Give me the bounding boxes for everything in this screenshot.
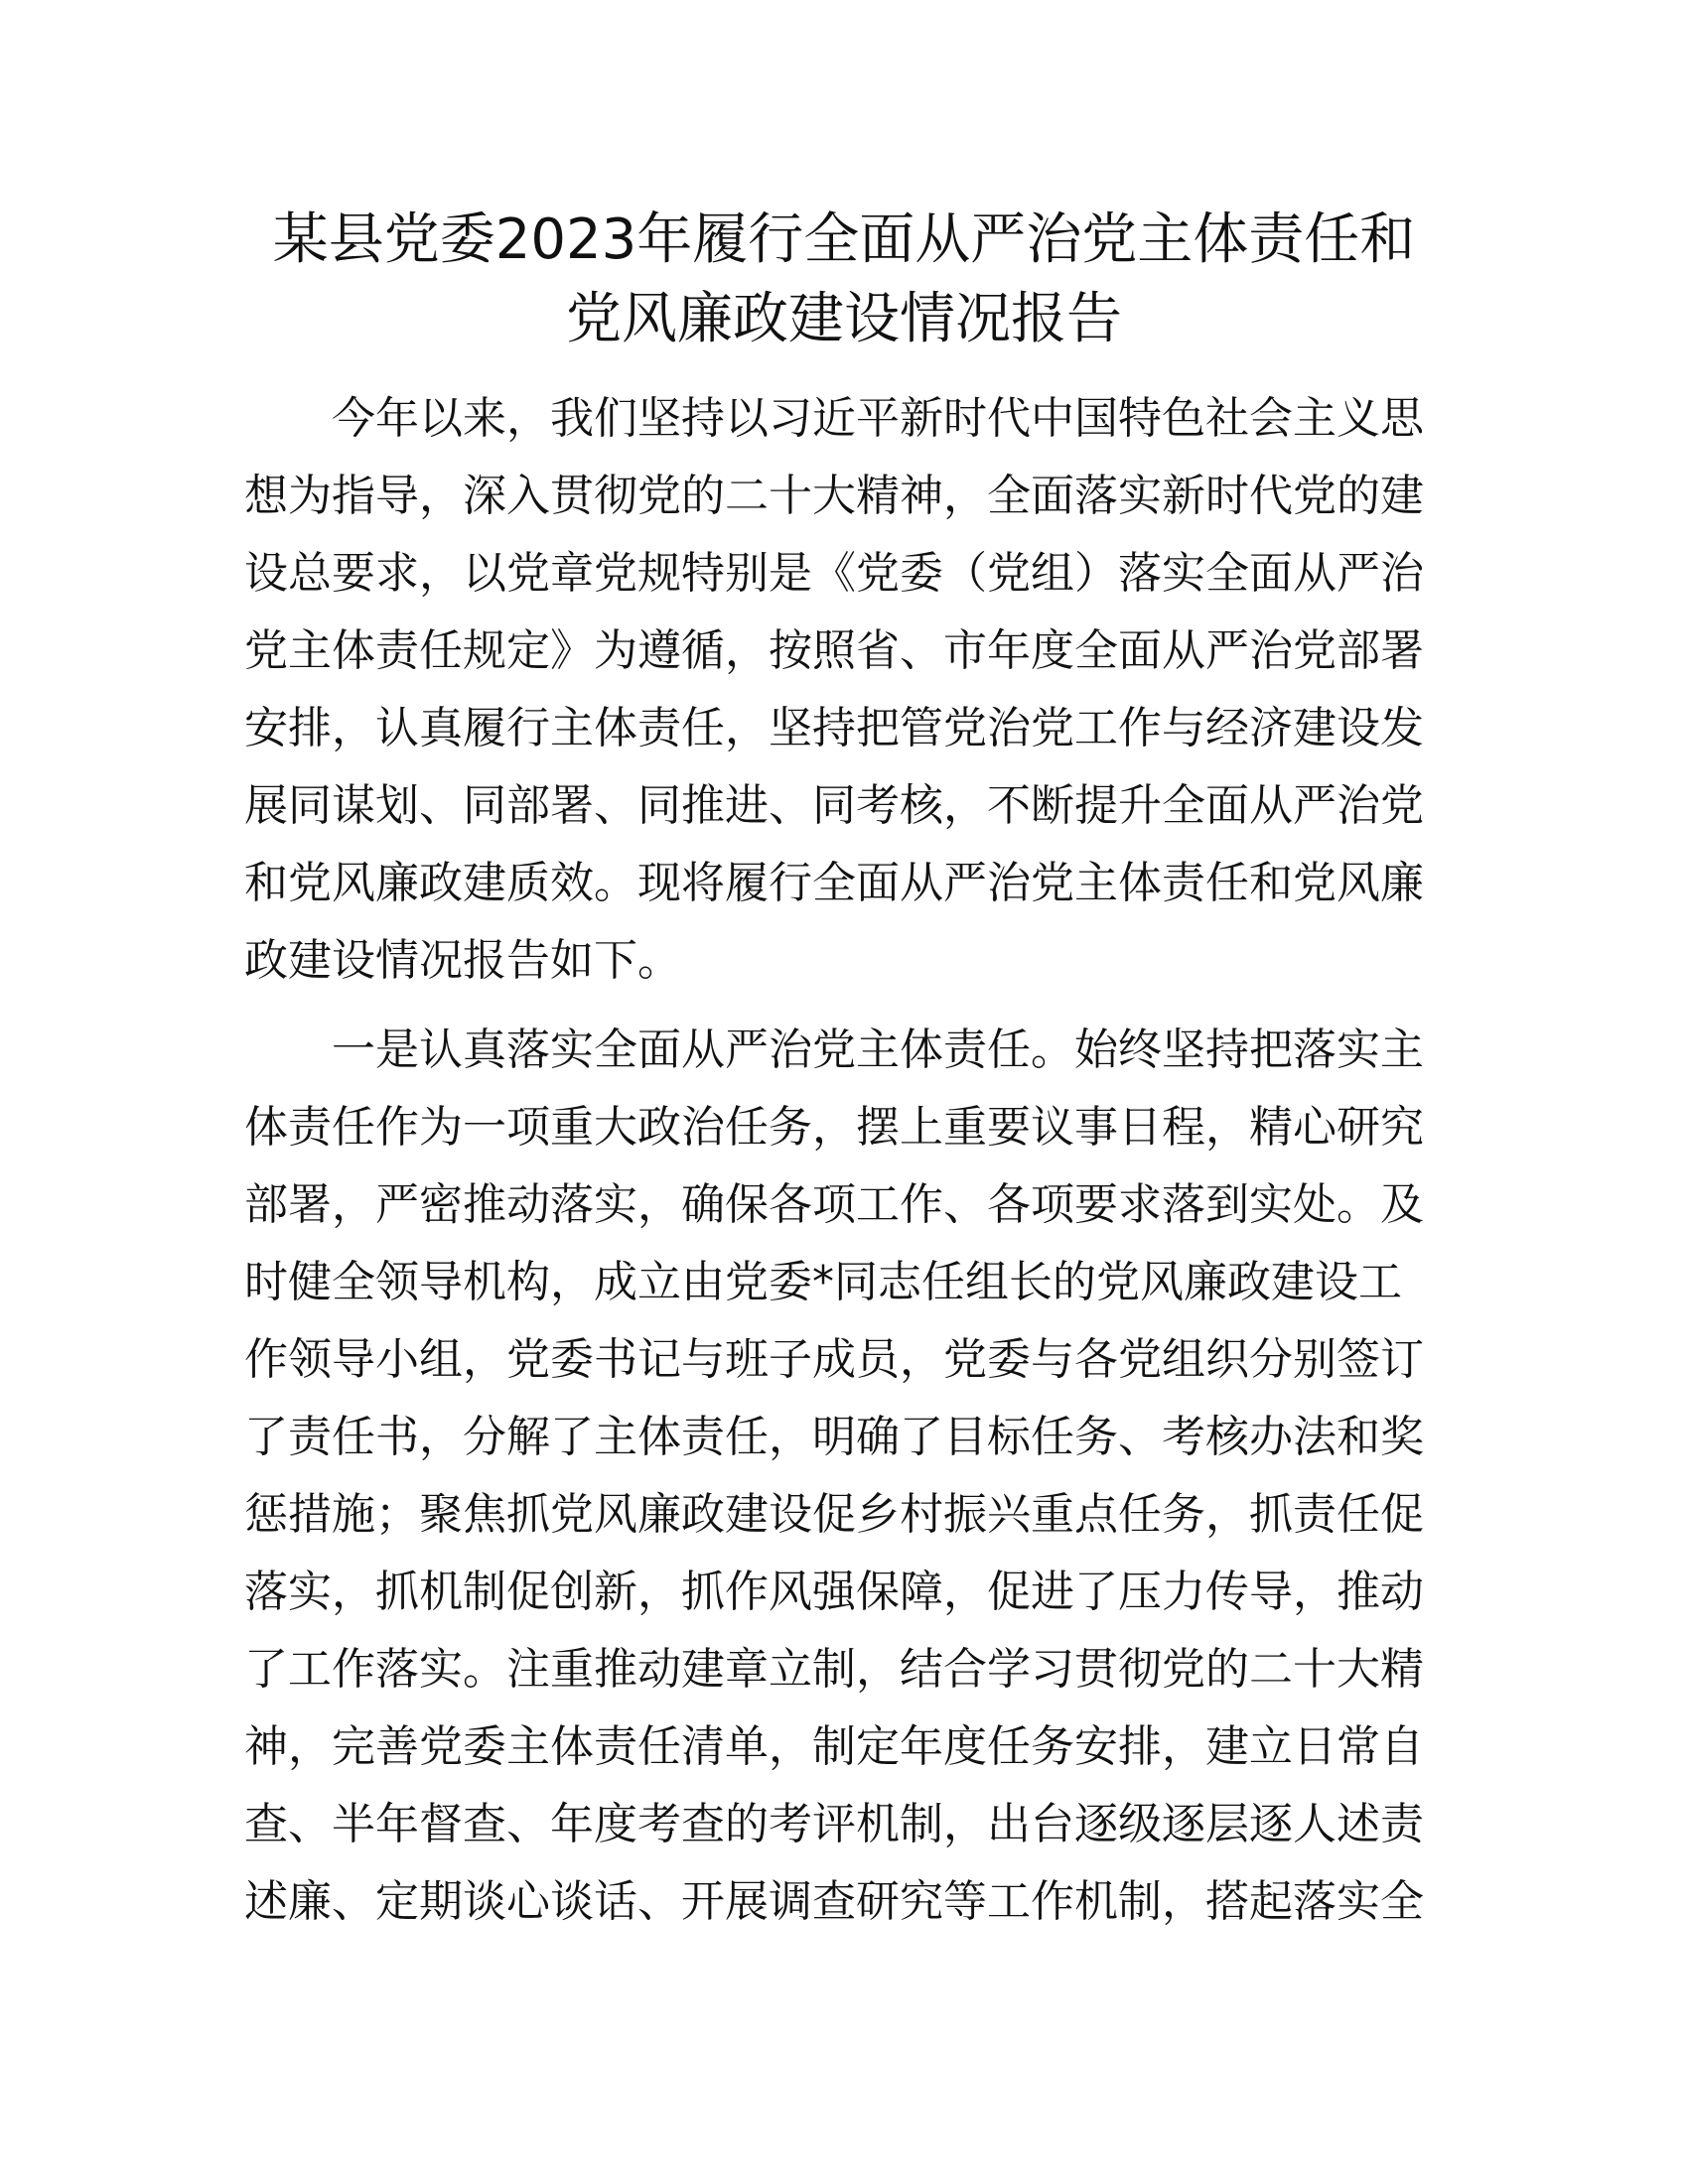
paragraph-2-line-5: 作领导小组，党委书记与班子成员，党委与各党组织分别签订 — [244, 1334, 1424, 1385]
paragraph-1-line-8: 政建设情况报告如下。 — [244, 935, 681, 986]
paragraph-2-line-8: 落实，抓机制促创新，抓作风强保障，促进了压力传导，推动 — [244, 1567, 1424, 1617]
paragraph-2-line-12: 述廉、定期谈心谈话、开展调查研究等工作机制，搭起落实全 — [244, 1876, 1424, 1927]
paragraph-2-line-2: 体责任作为一项重大政治任务，摆上重要议事日程，精心研究 — [244, 1102, 1424, 1153]
paragraph-1-line-5: 安排，认真履行主体责任，坚持把管党治党工作与经济建设发 — [244, 703, 1424, 753]
paragraph-1-line-7: 和党风廉政建质效。现将履行全面从严治党主体责任和党风廉 — [244, 858, 1424, 908]
paragraph-1-line-3: 设总要求，以党章党规特别是《党委（党组）落实全面从严治 — [244, 548, 1424, 599]
paragraph-1-line-1: 今年以来，我们坚持以习近平新时代中国特色社会主义思 — [332, 393, 1424, 444]
paragraph-2-line-10: 神，完善党委主体责任清单，制定年度任务安排，建立日常自 — [244, 1721, 1424, 1772]
paragraph-2-line-6: 了责任书，分解了主体责任，明确了目标任务、考核办法和奖 — [244, 1412, 1424, 1462]
paragraph-1-line-6: 展同谋划、同部署、同推进、同考核，不断提升全面从严治党 — [244, 780, 1424, 831]
paragraph-2-line-1: 一是认真落实全面从严治党主体责任。始终坚持把落实主 — [332, 1024, 1424, 1075]
paragraph-1-line-2: 想为指导，深入贯彻党的二十大精神，全面落实新时代党的建 — [244, 471, 1424, 521]
document-title-line-1: 某县党委2023年履行全面从严治党主体责任和 — [272, 207, 1416, 272]
paragraph-2-line-3: 部署，严密推动落实，确保各项工作、各项要求落到实处。及 — [244, 1179, 1424, 1230]
document-title-line-2: 党风廉政建设情况报告 — [566, 287, 1122, 351]
paragraph-2-line-9: 了工作落实。注重推动建章立制，结合学习贯彻党的二十大精 — [244, 1644, 1424, 1695]
paragraph-2-line-7: 惩措施；聚焦抓党风廉政建设促乡村振兴重点任务，抓责任促 — [244, 1489, 1424, 1540]
paragraph-2-line-4: 时健全领导机构，成立由党委*同志任组长的党风廉政建设工 — [244, 1257, 1402, 1307]
paragraph-2-line-11: 查、半年督查、年度考查的考评机制，出台逐级逐层逐人述责 — [244, 1799, 1424, 1849]
paragraph-1-line-4: 党主体责任规定》为遵循，按照省、市年度全面从严治党部署 — [244, 625, 1424, 676]
